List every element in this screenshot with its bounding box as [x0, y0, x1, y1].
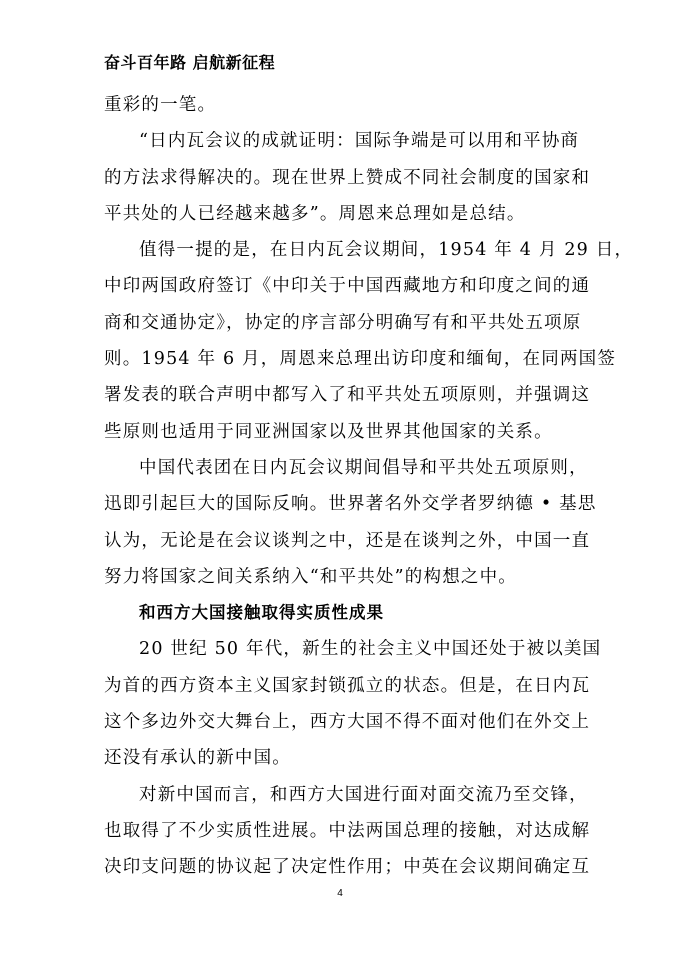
text-line: 努力将国家之间关系纳入“和平共处”的构想之中。 — [104, 566, 517, 587]
text-line: 则。1954 年 6 月，周恩来总理出访印度和缅甸，在同两国签 — [104, 349, 617, 370]
paragraph — [104, 450, 597, 595]
text-line: 对新中国而言，和西方大国进行面对面交流乃至交锋， — [139, 784, 588, 805]
heading-text: 和西方大国接触取得实质性成果 — [139, 603, 384, 623]
text-line: 也取得了不少实质性进展。中法两国总理的接触，对达成解 — [104, 820, 591, 841]
body-text — [104, 87, 634, 886]
text-line: 平共处的人已经越来越多”。周恩来总理如是总结。 — [104, 203, 526, 224]
text-line: 署发表的联合声明中都写入了和平共处五项原则，并强调这 — [104, 385, 591, 406]
text-line: 的方法求得解决的。现在世界上赞成不同社会制度的国家和 — [104, 167, 591, 188]
text-line: 重彩的一笔。 — [104, 95, 217, 115]
text-line: 认为，无论是在会议谈判之中，还是在谈判之外，中国一直 — [104, 530, 591, 551]
paragraph — [104, 87, 584, 123]
text-line: “日内瓦会议的成就证明：国际争端是可以用和平协商 — [139, 131, 580, 152]
paragraph — [104, 777, 591, 886]
text-line: 为首的西方资本主义国家封锁孤立的状态。但是，在日内瓦 — [104, 675, 591, 696]
text-line: 值得一提的是，在日内瓦会议期间，1954 年 4 月 29 日， — [139, 240, 634, 261]
text-line: 决印支问题的协议起了决定性作用；中英在会议期间确定互 — [104, 857, 591, 878]
text-line: 中印两国政府签订《中印关于中国西藏地方和印度之间的通 — [104, 276, 591, 297]
text-line: 商和交通协定》，协定的序言部分明确写有和平共处五项原 — [104, 312, 582, 333]
text-line: 这个多边外交大舞台上，西方大国不得不面对他们在外交上 — [104, 712, 591, 733]
text-line: 20 世纪 50 年代，新生的社会主义中国还处于被以美国 — [139, 639, 602, 660]
text-line: 些原则也适用于同亚洲国家以及世界其他国家的关系。 — [104, 421, 553, 442]
text-line: 中国代表团在日内瓦会议期间倡导和平共处五项原则， — [139, 457, 588, 478]
page-number: 4 — [337, 888, 343, 899]
paragraph — [104, 232, 634, 450]
text-line: 迅即引起巨大的国际反响。世界著名外交学者罗纳德 • 基思 — [104, 494, 597, 515]
paragraph — [104, 631, 602, 776]
section-heading — [104, 595, 584, 631]
running-header: 奋斗百年路 启航新征程 — [104, 53, 276, 72]
text-line: 还没有承认的新中国。 — [104, 748, 291, 769]
paragraph — [104, 123, 591, 232]
